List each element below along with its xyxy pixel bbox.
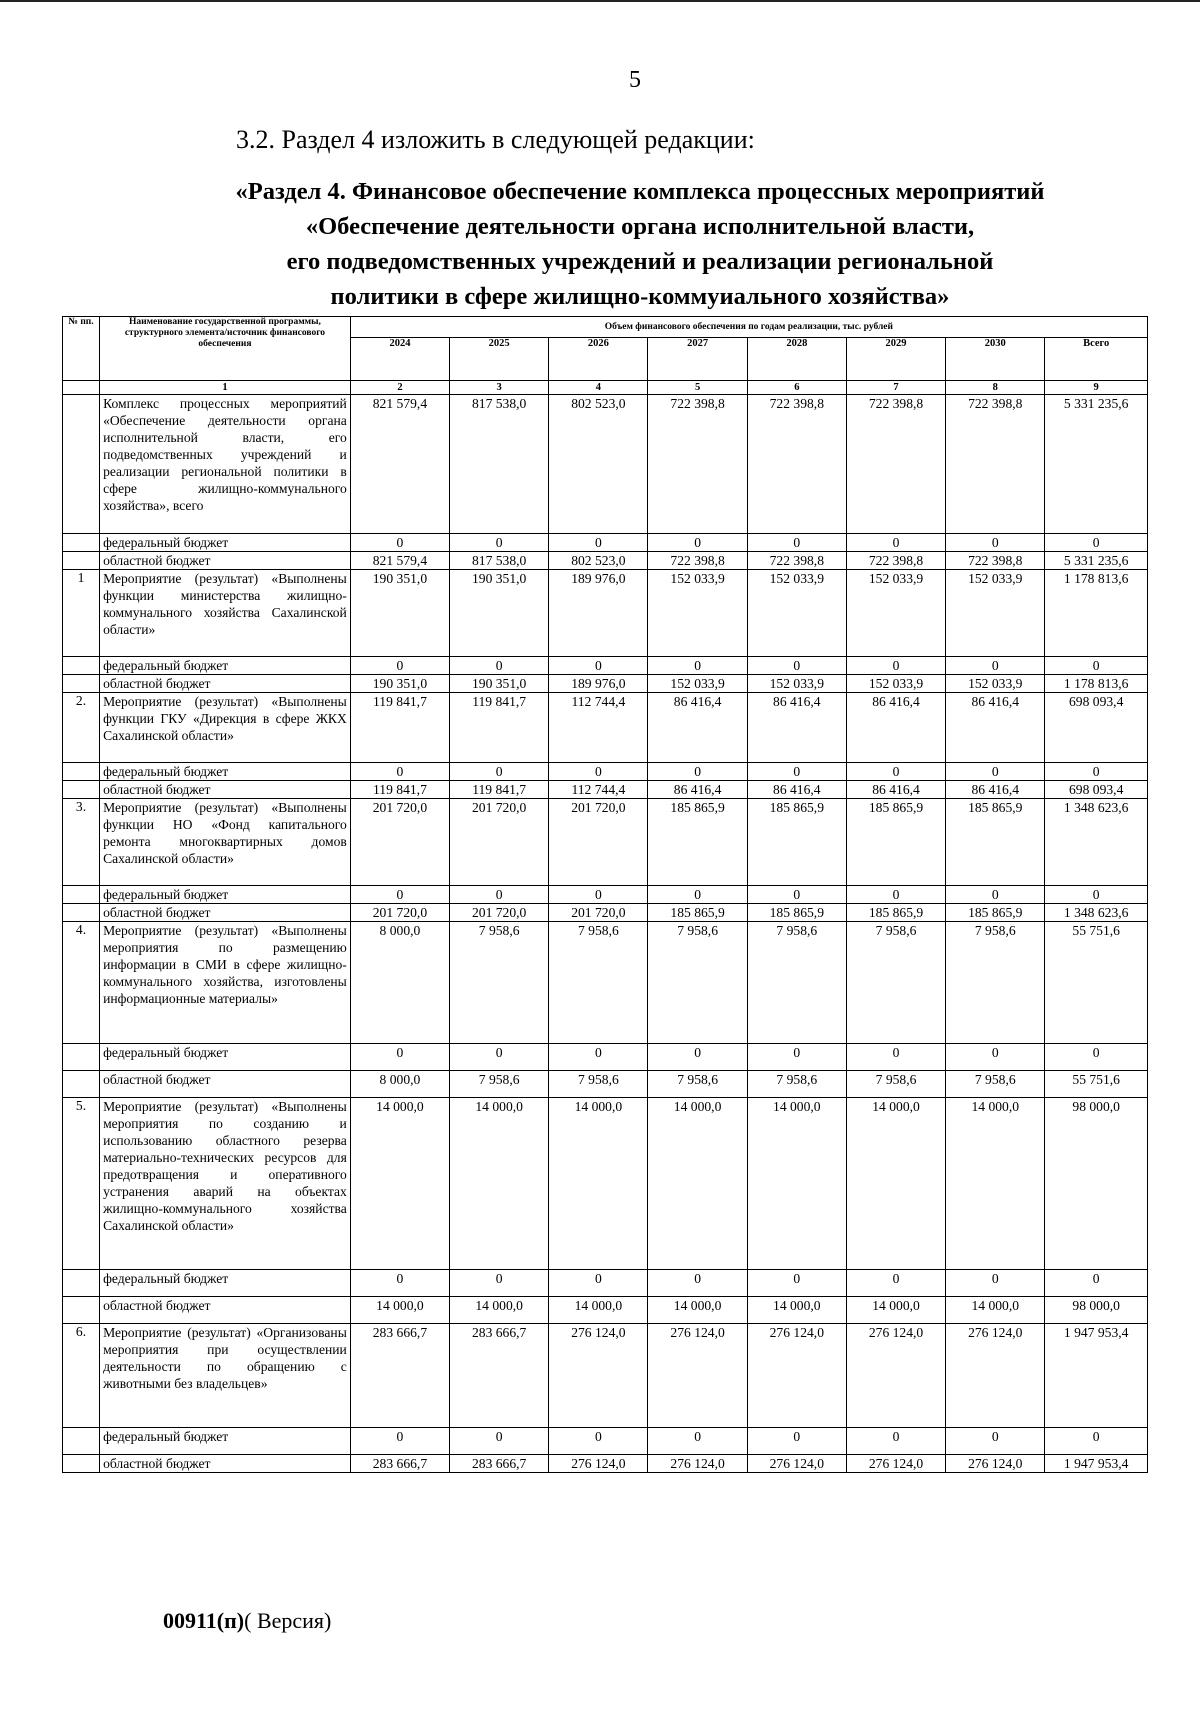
funding-source-label: федеральный бюджет [100,534,351,552]
amount-cell: 119 841,7 [350,693,449,763]
amount-cell: 152 033,9 [747,675,846,693]
amount-cell: 14 000,0 [747,1098,846,1270]
column-number: 1 [100,381,351,395]
amount-cell: 86 416,4 [747,781,846,799]
row-number [63,886,100,904]
amount-cell: 722 398,8 [747,395,846,534]
amount-cell: 0 [648,657,747,675]
amount-cell: 0 [549,1044,648,1071]
amount-cell: 0 [846,763,945,781]
amount-cell: 817 538,0 [450,395,549,534]
amount-cell: 190 351,0 [350,675,449,693]
amount-cell: 98 000,0 [1045,1297,1148,1324]
title-line: политики в сфере жилищно-коммуиального хозяйства» [330,283,950,310]
amount-cell: 0 [946,886,1045,904]
title-line: его подведомственных учреждений и реализации региональной [286,248,994,275]
amount-cell: 722 398,8 [946,395,1045,534]
amount-cell: 0 [350,763,449,781]
amount-cell: 112 744,4 [549,693,648,763]
top-border-line [0,0,1200,2]
amount-cell: 0 [648,1428,747,1455]
table-row [63,799,1148,886]
header-year: 2024 [350,338,449,381]
footer-code [163,1608,331,1634]
amount-cell: 0 [350,1044,449,1071]
row-number [63,1071,100,1098]
amount-cell: 0 [450,534,549,552]
amount-cell: 7 958,6 [747,1071,846,1098]
amount-cell: 14 000,0 [450,1098,549,1270]
amount-cell: 14 000,0 [648,1098,747,1270]
amount-cell: 0 [549,1270,648,1297]
row-number [63,1455,100,1473]
table-row [63,1071,1148,1098]
amount-cell: 185 865,9 [747,799,846,886]
amount-cell: 190 351,0 [350,570,449,657]
amount-cell: 283 666,7 [350,1324,449,1428]
activity-name: Мероприятие (результат) «Выполнены функции ГКУ «Дирекция в сфере ЖКХ Сахалинской области» [100,693,351,763]
amount-cell: 0 [846,657,945,675]
amount-cell: 185 865,9 [747,904,846,922]
row-number [63,1428,100,1455]
amount-cell: 7 958,6 [549,922,648,1044]
amount-cell: 86 416,4 [946,693,1045,763]
header-name: Наименование государственной программы, структурного элемента/источник финансового обеспечения [100,317,351,381]
amount-cell: 152 033,9 [747,570,846,657]
amount-cell: 0 [350,1428,449,1455]
amount-cell: 8 000,0 [350,1071,449,1098]
table-row [63,552,1148,570]
amount-cell: 0 [946,1270,1045,1297]
amount-cell: 0 [747,886,846,904]
column-number: 6 [747,381,846,395]
amount-cell: 185 865,9 [846,904,945,922]
amount-cell: 821 579,4 [350,395,449,534]
amount-cell: 14 000,0 [549,1297,648,1324]
page-number: 5 [629,67,641,93]
amount-cell: 152 033,9 [946,675,1045,693]
column-number: 8 [946,381,1045,395]
amount-cell: 0 [1045,1270,1148,1297]
amount-cell: 802 523,0 [549,395,648,534]
funding-source-label: областной бюджет [100,781,351,799]
table-row [63,570,1148,657]
funding-source-label: федеральный бюджет [100,1428,351,1455]
amount-cell: 86 416,4 [846,781,945,799]
section-title [140,174,1140,314]
amount-cell: 185 865,9 [946,904,1045,922]
amount-cell: 722 398,8 [846,552,945,570]
amount-cell: 86 416,4 [747,693,846,763]
amount-cell: 86 416,4 [846,693,945,763]
amount-cell: 7 958,6 [450,1071,549,1098]
amount-cell: 0 [946,1044,1045,1071]
amount-cell: 0 [350,1270,449,1297]
header-year: 2026 [549,338,648,381]
amount-cell: 201 720,0 [450,904,549,922]
table-row [63,886,1148,904]
amount-cell: 276 124,0 [846,1324,945,1428]
amount-cell: 0 [549,763,648,781]
activity-name: Мероприятие (результат) «Выполнены функции министерства жилищно-коммунального хозяйства Сахалинской области» [100,570,351,657]
amount-cell: 14 000,0 [549,1098,648,1270]
amount-cell: 0 [1045,534,1148,552]
amount-cell: 0 [648,1044,747,1071]
header-volume: Объем финансового обеспечения по годам реализации, тыс. рублей [350,317,1147,338]
amount-cell: 0 [549,1428,648,1455]
amount-cell: 7 958,6 [946,922,1045,1044]
amount-cell: 0 [1045,657,1148,675]
amount-cell: 698 093,4 [1045,781,1148,799]
amount-cell: 0 [648,763,747,781]
amount-cell: 7 958,6 [946,1071,1045,1098]
amount-cell: 185 865,9 [846,799,945,886]
amount-cell: 86 416,4 [648,781,747,799]
amount-cell: 201 720,0 [549,799,648,886]
intro-text: 3.2. Раздел 4 изложить в следующей редакции: [236,125,755,154]
amount-cell: 7 958,6 [846,922,945,1044]
table-row [63,1297,1148,1324]
table-row [63,395,1148,534]
amount-cell: 0 [846,886,945,904]
amount-cell: 14 000,0 [846,1297,945,1324]
amount-cell: 1 178 813,6 [1045,675,1148,693]
amount-cell: 722 398,8 [846,395,945,534]
amount-cell: 98 000,0 [1045,1098,1148,1270]
amount-cell: 276 124,0 [648,1455,747,1473]
amount-cell: 0 [648,534,747,552]
amount-cell: 8 000,0 [350,922,449,1044]
amount-cell: 722 398,8 [648,552,747,570]
amount-cell: 0 [747,1428,846,1455]
amount-cell: 152 033,9 [946,570,1045,657]
table-row [63,1324,1148,1428]
funding-source-label: областной бюджет [100,675,351,693]
amount-cell: 0 [648,1270,747,1297]
column-number: 7 [846,381,945,395]
funding-source-label: областной бюджет [100,904,351,922]
amount-cell: 0 [1045,1044,1148,1071]
amount-cell: 152 033,9 [846,675,945,693]
document-code: 00911(п) [163,1608,245,1633]
amount-cell: 283 666,7 [450,1455,549,1473]
financing-table [62,316,1148,1473]
header-year: Всего [1045,338,1148,381]
amount-cell: 0 [1045,886,1148,904]
amount-cell: 0 [946,1428,1045,1455]
row-number [63,1297,100,1324]
amount-cell: 185 865,9 [648,799,747,886]
amount-cell: 201 720,0 [350,799,449,886]
amount-cell: 0 [549,886,648,904]
amount-cell: 0 [846,1270,945,1297]
amount-cell: 0 [1045,763,1148,781]
amount-cell: 276 124,0 [549,1324,648,1428]
amount-cell: 14 000,0 [946,1297,1045,1324]
amount-cell: 0 [747,763,846,781]
table-row [63,1428,1148,1455]
amount-cell: 0 [450,1270,549,1297]
amount-cell: 7 958,6 [648,922,747,1044]
amount-cell: 86 416,4 [648,693,747,763]
amount-cell: 14 000,0 [946,1098,1045,1270]
amount-cell: 283 666,7 [350,1455,449,1473]
amount-cell: 817 538,0 [450,552,549,570]
table-row [63,1270,1148,1297]
amount-cell: 276 124,0 [747,1455,846,1473]
row-number [63,395,100,534]
row-number [63,1044,100,1071]
row-number: 4. [63,922,100,1044]
amount-cell: 0 [549,534,648,552]
column-number-empty [63,381,100,395]
row-number [63,1270,100,1297]
amount-cell: 276 124,0 [549,1455,648,1473]
amount-cell: 276 124,0 [946,1455,1045,1473]
table-header-row [63,317,1148,338]
amount-cell: 185 865,9 [648,904,747,922]
table-row [63,693,1148,763]
amount-cell: 1 348 623,6 [1045,904,1148,922]
amount-cell: 14 000,0 [350,1098,449,1270]
row-number: 5. [63,1098,100,1270]
table-row [63,904,1148,922]
activity-name: Мероприятие (результат) «Выполнены функции НО «Фонд капитального ремонта многоквартирных домов Сахалинской области» [100,799,351,886]
amount-cell: 0 [747,657,846,675]
amount-cell: 119 841,7 [450,781,549,799]
amount-cell: 1 178 813,6 [1045,570,1148,657]
header-year: 2029 [846,338,945,381]
amount-cell: 0 [846,534,945,552]
amount-cell: 0 [450,886,549,904]
table-row [63,781,1148,799]
column-number: 5 [648,381,747,395]
amount-cell: 722 398,8 [747,552,846,570]
amount-cell: 7 958,6 [648,1071,747,1098]
column-number: 9 [1045,381,1148,395]
amount-cell: 722 398,8 [648,395,747,534]
amount-cell: 0 [450,763,549,781]
amount-cell: 0 [350,534,449,552]
amount-cell: 14 000,0 [350,1297,449,1324]
table-row [63,763,1148,781]
activity-name: Комплекс процессных мероприятий «Обеспечение деятельности органа исполнительной власти, его подведомственных учреждений и реализации региональной политики в сфере жилищно-коммунального хозяйства», всего [100,395,351,534]
table-row [63,657,1148,675]
title-line: «Раздел 4. Финансовое обеспечение комплекса процессных мероприятий [235,178,1045,205]
amount-cell: 0 [549,657,648,675]
amount-cell: 7 958,6 [747,922,846,1044]
amount-cell: 201 720,0 [549,904,648,922]
activity-name: Мероприятие (результат) «Организованы мероприятия при осуществлении деятельности по обращению с животными без владельцев» [100,1324,351,1428]
row-number [63,781,100,799]
funding-source-label: федеральный бюджет [100,1270,351,1297]
amount-cell: 14 000,0 [450,1297,549,1324]
amount-cell: 185 865,9 [946,799,1045,886]
row-number: 6. [63,1324,100,1428]
activity-name: Мероприятие (результат) «Выполнены мероприятия по созданию и использованию областного резерва материально-технических ресурсов для предотвращения и оперативного устранения аварий на объектах жилищно-коммунального хозяйства Сахалинской области» [100,1098,351,1270]
amount-cell: 0 [946,657,1045,675]
activity-name: Мероприятие (результат) «Выполнены мероприятия по размещению информации в СМИ в сфере жилищно-коммунального хозяйства, изготовлены информационные материалы» [100,922,351,1044]
amount-cell: 0 [946,763,1045,781]
column-number: 3 [450,381,549,395]
row-number [63,657,100,675]
amount-cell: 201 720,0 [350,904,449,922]
amount-cell: 152 033,9 [648,675,747,693]
amount-cell: 0 [946,534,1045,552]
funding-source-label: областной бюджет [100,552,351,570]
amount-cell: 821 579,4 [350,552,449,570]
row-number [63,904,100,922]
funding-source-label: федеральный бюджет [100,1044,351,1071]
amount-cell: 0 [450,1044,549,1071]
amount-cell: 189 976,0 [549,675,648,693]
amount-cell: 189 976,0 [549,570,648,657]
amount-cell: 0 [648,886,747,904]
funding-source-label: областной бюджет [100,1455,351,1473]
amount-cell: 190 351,0 [450,675,549,693]
table-row [63,1098,1148,1270]
row-number: 1 [63,570,100,657]
amount-cell: 276 124,0 [946,1324,1045,1428]
title-line: «Обеспечение деятельности органа исполнительной власти, [305,213,975,240]
table-row [63,675,1148,693]
amount-cell: 152 033,9 [846,570,945,657]
amount-cell: 698 093,4 [1045,693,1148,763]
column-numbers-row [63,381,1148,395]
table-row [63,1044,1148,1071]
amount-cell: 276 124,0 [846,1455,945,1473]
amount-cell: 5 331 235,6 [1045,395,1148,534]
amount-cell: 0 [1045,1428,1148,1455]
amount-cell: 152 033,9 [648,570,747,657]
amount-cell: 14 000,0 [747,1297,846,1324]
amount-cell: 7 958,6 [450,922,549,1044]
row-number [63,763,100,781]
amount-cell: 0 [846,1044,945,1071]
amount-cell: 119 841,7 [450,693,549,763]
row-number [63,534,100,552]
row-number: 2. [63,693,100,763]
amount-cell: 55 751,6 [1045,1071,1148,1098]
amount-cell: 0 [747,1044,846,1071]
funding-source-label: областной бюджет [100,1071,351,1098]
amount-cell: 55 751,6 [1045,922,1148,1044]
header-year: 2030 [946,338,1045,381]
amount-cell: 0 [450,657,549,675]
column-number: 2 [350,381,449,395]
amount-cell: 276 124,0 [747,1324,846,1428]
amount-cell: 0 [747,534,846,552]
table-row [63,534,1148,552]
amount-cell: 7 958,6 [549,1071,648,1098]
header-no: № пп. [63,317,100,381]
amount-cell: 119 841,7 [350,781,449,799]
amount-cell: 1 947 953,4 [1045,1324,1148,1428]
amount-cell: 86 416,4 [946,781,1045,799]
amount-cell: 0 [747,1270,846,1297]
amount-cell: 7 958,6 [846,1071,945,1098]
amount-cell: 5 331 235,6 [1045,552,1148,570]
amount-cell: 283 666,7 [450,1324,549,1428]
amount-cell: 0 [350,657,449,675]
table-row [63,1455,1148,1473]
row-number [63,552,100,570]
funding-source-label: федеральный бюджет [100,886,351,904]
amount-cell: 0 [450,1428,549,1455]
amount-cell: 802 523,0 [549,552,648,570]
amount-cell: 112 744,4 [549,781,648,799]
document-version: ( Версия) [244,1608,332,1633]
amount-cell: 722 398,8 [946,552,1045,570]
amount-cell: 201 720,0 [450,799,549,886]
amount-cell: 190 351,0 [450,570,549,657]
amount-cell: 14 000,0 [648,1297,747,1324]
header-year: 2028 [747,338,846,381]
header-year: 2025 [450,338,549,381]
funding-source-label: федеральный бюджет [100,657,351,675]
table-row [63,922,1148,1044]
amount-cell: 0 [846,1428,945,1455]
amount-cell: 1 348 623,6 [1045,799,1148,886]
amount-cell: 0 [350,886,449,904]
amount-cell: 1 947 953,4 [1045,1455,1148,1473]
row-number: 3. [63,799,100,886]
funding-source-label: федеральный бюджет [100,763,351,781]
row-number [63,675,100,693]
funding-source-label: областной бюджет [100,1297,351,1324]
header-year: 2027 [648,338,747,381]
amount-cell: 14 000,0 [846,1098,945,1270]
amount-cell: 276 124,0 [648,1324,747,1428]
column-number: 4 [549,381,648,395]
